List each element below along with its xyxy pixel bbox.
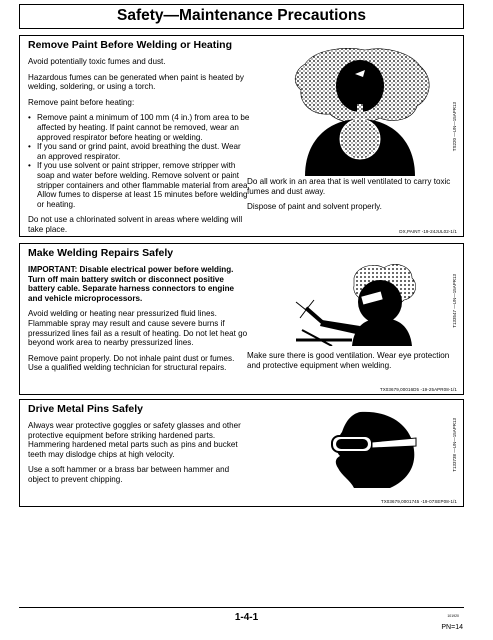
section-right-column <box>247 177 457 218</box>
bullet-item: • Remove paint a minimum of 100 mm (4 in.) from area to be affected by heating. If paint cannot be removed, wear an approved respirator before heating or welding. <box>28 113 250 142</box>
goggles-illustration <box>320 410 430 495</box>
toxic-fumes-illustration <box>285 44 445 181</box>
important-notice: IMPORTANT: Disable electrical power before welding. Turn off main battery switch or disconnect positive battery cable. Separate harness connectors to engine and vehicle microprocessors. <box>28 265 235 303</box>
page-title: Safety—Maintenance Precautions <box>19 4 464 29</box>
footer-divider <box>19 607 464 608</box>
paragraph: Do not use a chlorinated solvent in areas where welding will take place. <box>28 215 243 234</box>
paragraph: Do all work in an area that is well ventilated to carry toxic fumes and dust away. <box>247 177 451 196</box>
image-code: T133738 —UN—15APR13 <box>452 418 457 472</box>
reference-code: DX,PAINT -19-24JUL02-1/1 <box>399 229 457 234</box>
paragraph: Make sure there is good ventilation. Wear eye protection and protective equipment when welding. <box>247 351 450 370</box>
section-welding-repairs <box>19 243 464 395</box>
section-left-column <box>28 265 250 379</box>
paragraph: Always wear protective goggles or safety glasses and other protective equipment before striking hardened parts. Hammering hardened metal parts such as pins and bucket teeth may dislodge chips at high velocity. <box>28 421 241 459</box>
paragraph: Hazardous fumes can be generated when paint is heated by welding, soldering, or using a torch. <box>28 72 244 92</box>
section-title: Remove Paint Before Welding or Heating <box>28 39 233 51</box>
bullet-list <box>28 113 250 209</box>
section-drive-metal-pins <box>19 399 464 507</box>
paragraph: Remove paint before heating: <box>28 97 135 107</box>
page-number: 1-4-1 <box>234 612 259 623</box>
footer-code: 101920 <box>447 614 459 618</box>
welder-illustration <box>292 260 442 351</box>
bullet-item: • If you use solvent or paint stripper, remove stripper with soap and water before welding. Remove solvent or paint stripper containers and other flammable material from area. Allow fumes to disperse at least 15 minutes before welding or heating. <box>28 161 250 209</box>
paragraph: Remove paint properly. Do not inhale paint dust or fumes. Use a qualified welding technician for structural repairs. <box>28 353 235 373</box>
image-code: TS220 —UN—15APR13 <box>452 102 457 152</box>
section-left-column <box>28 57 250 241</box>
image-code: T133547 —UN—15APR13 <box>452 274 457 328</box>
reference-code: TX03679,0001745 -19-07SEP08-1/1 <box>380 499 457 504</box>
paragraph: Dispose of paint and solvent properly. <box>247 202 382 212</box>
section-title: Make Welding Repairs Safely <box>28 247 174 259</box>
paragraph: Use a soft hammer or a brass bar between hammer and object to prevent chipping. <box>28 465 230 484</box>
section-left-column <box>28 421 250 491</box>
reference-code: TX03679,00016D5 -19-25APR08-1/1 <box>379 387 457 392</box>
bullet-item: • If you sand or grind paint, avoid breathing the dust. Wear an approved respirator. <box>28 142 250 161</box>
paragraph: Avoid welding or heating near pressurized fluid lines. Flammable spray may result and cause severe burns if pressurized lines fail as a result of heating. Do not let heat go beyond work area to nearby pressurized lines. <box>28 309 248 348</box>
section-right-column <box>247 351 457 376</box>
footer-pn: PN=14 <box>441 624 463 631</box>
paragraph: Avoid potentially toxic fumes and dust. <box>28 57 166 66</box>
section-title: Drive Metal Pins Safely <box>28 403 143 415</box>
section-remove-paint <box>19 35 464 237</box>
